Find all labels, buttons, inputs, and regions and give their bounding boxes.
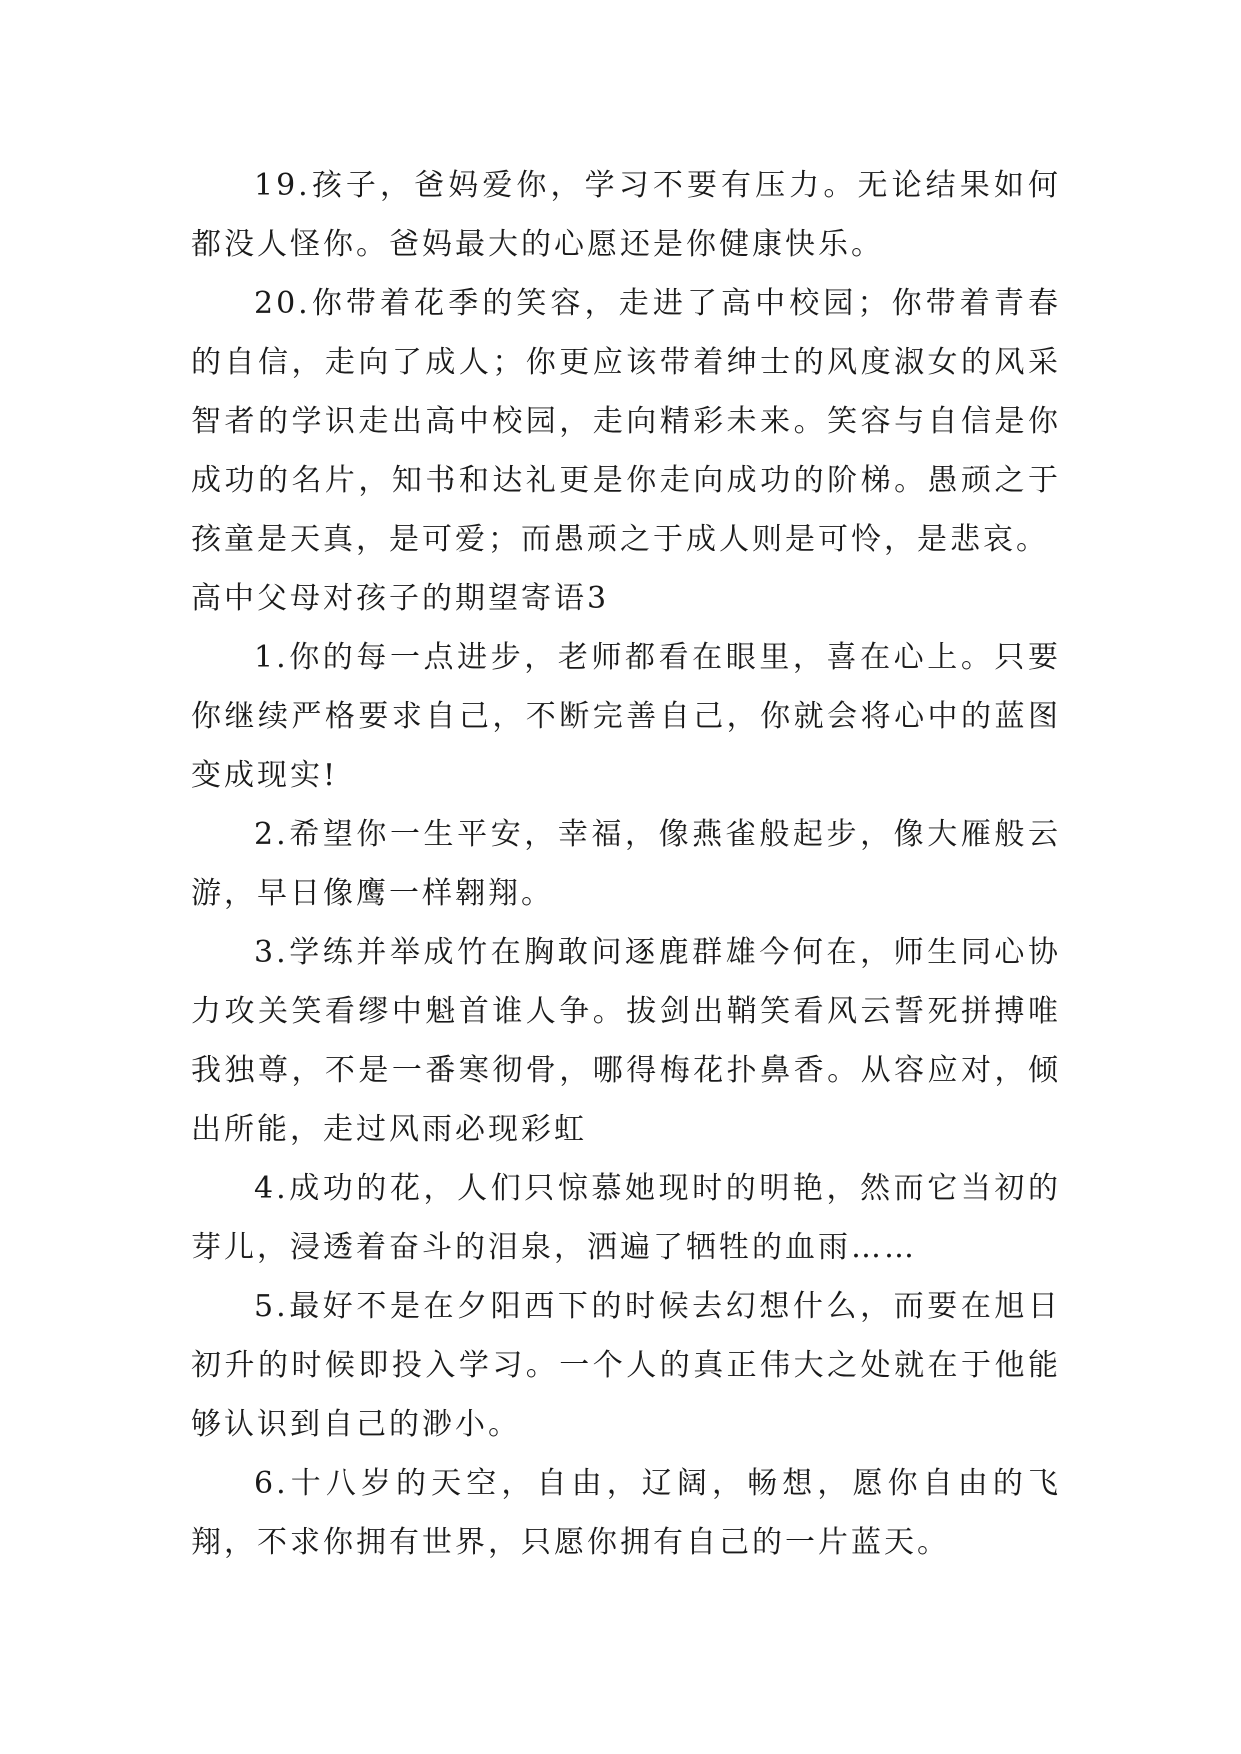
paragraph-item-5: 5.最好不是在夕阳西下的时候去幻想什么，而要在旭日初升的时候即投入学习。一个人的真正伟大之处就在于他能够认识到自己的渺小。 xyxy=(191,1289,1061,1442)
paragraph-item-2: 2.希望你一生平安，幸福，像燕雀般起步，像大雁般云游，早日像鹰一样翱翔。 xyxy=(191,817,1061,911)
paragraph-item-6: 6.十八岁的天空，自由，辽阔，畅想，愿你自由的飞翔，不求你拥有世界，只愿你拥有自己的一片蓝天。 xyxy=(191,1466,1061,1560)
paragraph-item-20: 20.你带着花季的笑容，走进了高中校园；你带着青春的自信，走向了成人；你更应该带着绅士的风度淑女的风采智者的学识走出高中校园，走向精彩未来。笑容与自信是你成功的名片，知书和达礼更是你走向成功的阶梯。愚顽之于孩童是天真，是可爱；而愚顽之于成人则是可怜，是悲哀。 xyxy=(191,286,1061,557)
paragraph-item-4: 4.成功的花，人们只惊慕她现时的明艳，然而它当初的芽儿，浸透着奋斗的泪泉，洒遍了牺牲的血雨…… xyxy=(191,1171,1061,1265)
document-body xyxy=(191,156,1061,1572)
section-heading: 高中父母对孩子的期望寄语3 xyxy=(191,581,610,616)
paragraph-item-1: 1.你的每一点进步，老师都看在眼里，喜在心上。只要你继续严格要求自己，不断完善自己，你就会将心中的蓝图变成现实! xyxy=(191,640,1061,793)
paragraph-item-3: 3.学练并举成竹在胸敢问逐鹿群雄今何在，师生同心协力攻关笑看缪中魁首谁人争。拔剑出鞘笑看风云誓死拼搏唯我独尊，不是一番寒彻骨，哪得梅花扑鼻香。从容应对，倾出所能，走过风雨必现彩虹 xyxy=(191,935,1061,1147)
paragraph-item-19: 19.孩子，爸妈爱你，学习不要有压力。无论结果如何都没人怪你。爸妈最大的心愿还是你健康快乐。 xyxy=(191,168,1061,262)
